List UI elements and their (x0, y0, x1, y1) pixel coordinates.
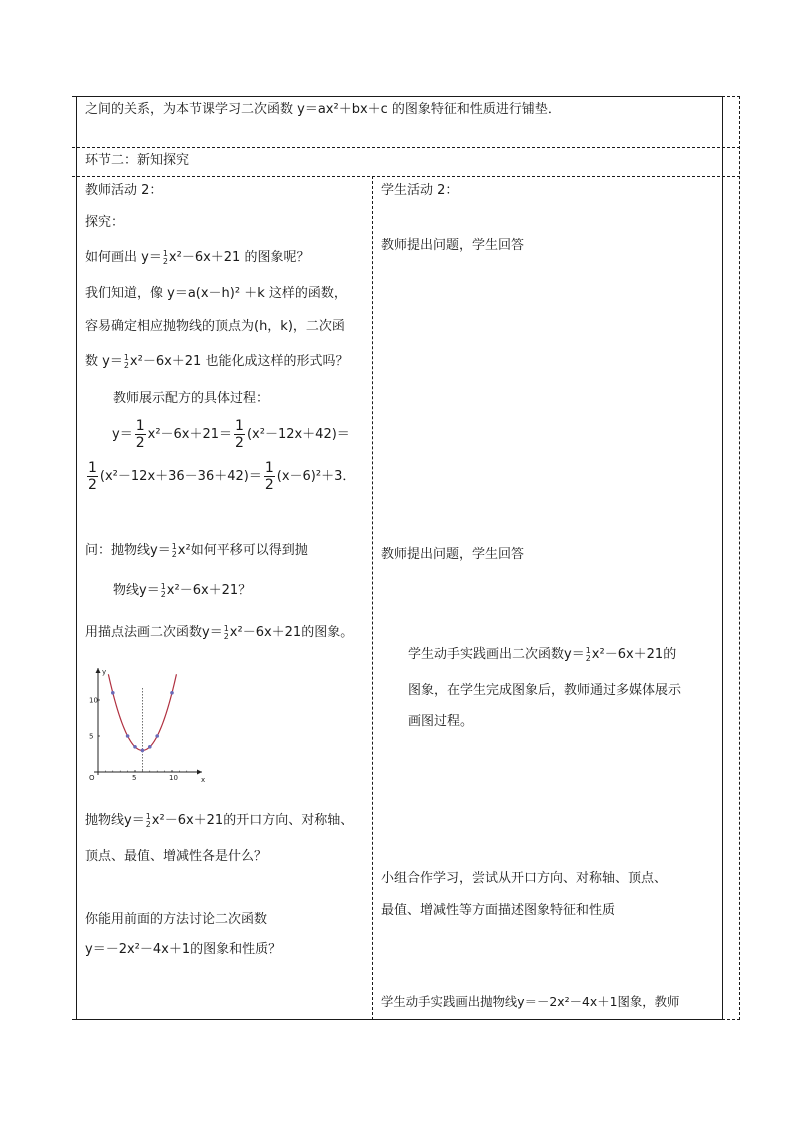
question-translation-line2 (113, 582, 251, 600)
eq1-b: x²－6x＋21＝ (147, 427, 233, 442)
question-translation (85, 542, 308, 560)
fraction-half: 1 2 (123, 352, 129, 370)
data-point (111, 691, 115, 695)
data-point (155, 734, 159, 738)
vertex-form-line2: 容易确定相应抛物线的顶点为(h，k)，二次函 (85, 319, 345, 334)
fraction-half: 1 2 (162, 248, 168, 266)
completing-square-eq2 (85, 460, 355, 493)
table-bottom-border-ext (722, 1019, 740, 1020)
q2-pre: 问：抛物线y＝ (85, 543, 171, 558)
student-group-line1: 小组合作学习，尝试从开口方向、对称轴、顶点、 (381, 871, 668, 886)
student-answer-1: 教师提出问题，学生回答 (381, 238, 525, 253)
student-practice-line1 (408, 646, 676, 664)
student-heading: 学生活动 2： (381, 183, 459, 198)
question-discuss-line1: 你能用前面的方法讨论二次函数 (85, 912, 268, 927)
question-properties-line2: 顶点、最值、增减性各是什么？ (85, 849, 268, 864)
teacher-heading: 教师活动 2： (85, 183, 163, 198)
row-divider-2 (72, 176, 740, 177)
table-bottom-border (72, 1019, 722, 1020)
data-point (148, 745, 152, 749)
eq1-c: (x²－12x＋42)＝ (246, 427, 350, 442)
completing-square-eq1 (112, 418, 350, 451)
q1-pre: 如何画出 y＝ (85, 250, 162, 265)
y-tick-label: 5 (89, 732, 94, 741)
q4-pre: 抛物线y＝ (85, 813, 145, 828)
student-group-line2: 最值、增减性等方面描述图象特征和性质 (381, 903, 616, 918)
completing-square-label: 教师展示配方的具体过程： (113, 391, 270, 406)
top-row-text: 之间的关系，为本节课学习二次函数 y＝ax²＋bx＋c 的图象特征和性质进行铺垫． (85, 102, 561, 117)
eq1-a: y＝ (112, 427, 133, 442)
table-right-dashed (739, 96, 740, 1020)
y-axis-arrow (96, 668, 101, 673)
fraction-half: 1 2 (145, 811, 151, 829)
q2b-post: x²－6x＋21？ (166, 583, 252, 598)
data-point (141, 749, 145, 753)
table-right-border (722, 96, 723, 1020)
fraction-half: 1 2 (585, 645, 591, 663)
y-tick-label: 10 (89, 696, 98, 705)
p2-line3-pre: 数 y＝ (85, 354, 123, 369)
q3-post: x²－6x＋21的图象。 (229, 625, 354, 640)
eq2-b: (x－6)²＋3． (276, 469, 356, 484)
table-top-border (72, 96, 722, 97)
data-point (170, 691, 174, 695)
explore-label: 探究： (85, 215, 125, 230)
x-tick-label: 10 (169, 774, 178, 782)
q4-post: x²－6x＋21的开口方向、对称轴、 (151, 813, 354, 828)
student-answer-2: 教师提出问题，学生回答 (381, 547, 525, 562)
question-properties (85, 812, 353, 830)
x-axis-arrow (197, 770, 202, 775)
row-divider-1 (72, 147, 740, 148)
column-divider (372, 176, 373, 1020)
origin-label: O (89, 774, 95, 782)
q2-post: x²如何平移可以得到抛 (177, 543, 308, 558)
a3-line1-pre: 学生动手实践画出二次函数y＝ (408, 647, 585, 662)
x-tick-label: 5 (132, 774, 137, 782)
student-practice-2: 学生动手实践画出抛物线y＝－2x²－4x＋1图象，教师 (381, 994, 680, 1009)
data-point (133, 745, 137, 749)
fraction-half-large: $\frac{1}{2}$ (88, 460, 97, 493)
fraction-half-large: $\frac{1}{2}$ (235, 418, 244, 451)
table-left-border (76, 96, 77, 1020)
data-point (126, 734, 130, 738)
question-draw-graph (85, 249, 309, 267)
student-practice-line2: 图象，在学生完成图象后，教师通过多媒体展示 (408, 683, 682, 698)
fraction-half-large: $\frac{1}{2}$ (264, 460, 274, 493)
q1-post: x²－6x＋21 的图象呢？ (168, 250, 310, 265)
vertex-form-line1: 我们知道，像 y＝a(x－h)² ＋k 这样的函数， (85, 286, 347, 301)
student-practice-line3: 画图过程。 (408, 714, 474, 729)
y-axis-label: y (102, 668, 107, 676)
fraction-half: 1 2 (160, 581, 166, 599)
x-axis-label: x (201, 776, 206, 784)
q2b-pre: 物线y＝ (113, 583, 160, 598)
eq2-a: (x²－12x＋36－36＋42)＝ (99, 469, 262, 484)
fraction-half-large: $\frac{1}{2}$ (135, 418, 145, 451)
vertex-form-line3 (85, 353, 348, 371)
question-plot-points (85, 624, 353, 642)
fraction-half: 1 2 (223, 623, 229, 641)
parabola-graph (84, 662, 208, 786)
a3-line1-post: x²－6x＋21的 (591, 647, 677, 662)
question-discuss-line2: y＝－2x²－4x＋1的图象和性质？ (85, 942, 282, 957)
fraction-half: 1 2 (171, 541, 177, 559)
table-top-border-ext (722, 96, 740, 97)
q3-pre: 用描点法画二次函数y＝ (85, 625, 223, 640)
p2-line3-post: x²－6x＋21 也能化成这样的形式吗？ (129, 354, 349, 369)
section-title: 环节二：新知探究 (85, 153, 190, 168)
